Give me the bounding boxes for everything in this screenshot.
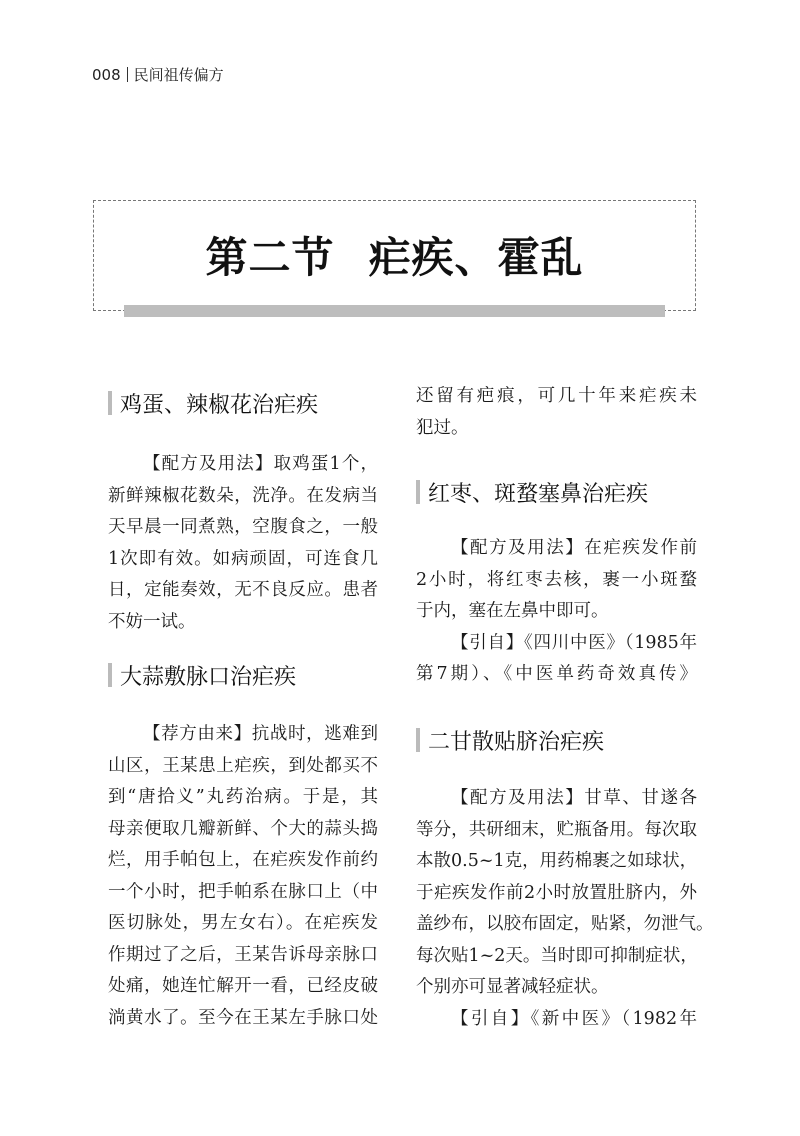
section-name: 疟疾、霍乱: [368, 233, 584, 282]
book-title: 民间祖传偏方: [133, 66, 224, 84]
recipe-heading: [416, 477, 697, 507]
recipe-paragraph: [416, 783, 714, 1035]
text-line: 新鲜辣椒花数朵，洗净。在发病当: [108, 485, 378, 506]
heading-marker: [416, 480, 420, 504]
label-tag: 【配方及用法】: [451, 788, 585, 808]
text-line: 个别亦可显著减轻症状。: [416, 977, 609, 997]
running-header: [92, 64, 224, 85]
heading-text: 二甘散贴脐治疟疾: [428, 729, 605, 755]
text-line: 在疟疾发作前: [584, 538, 698, 558]
header-divider: [127, 67, 128, 82]
heading-marker: [416, 728, 420, 752]
text-line: 第7期）、《中医单药奇效真传》: [416, 664, 697, 684]
text-line: 处痛，她连忙解开一看，已经皮破: [108, 976, 378, 996]
text-line: 甘草、甘遂各: [584, 788, 698, 808]
recipe-paragraph: [416, 533, 697, 691]
heading-text: 鸡蛋、辣椒花治疟疾: [120, 392, 319, 418]
text-line: 一个小时，把手帕系在脉口上（中: [108, 881, 378, 902]
continued-paragraph: [416, 381, 697, 444]
heading-text: 大蒜敷脉口治疟疾: [120, 664, 297, 690]
text-line: 到“唐拾义”丸药治病。于是，其: [108, 787, 378, 807]
text-line: 等分，共研细末，贮瓶备用。每次取: [416, 819, 697, 840]
section-title-underline: [124, 305, 665, 317]
text-line: 于疟疾发作前2小时放置肚脐内，外: [416, 882, 697, 903]
text-line: 每次贴1~2天。当时即可抑制症状，: [416, 945, 698, 966]
text-line: 取鸡蛋1个，: [273, 454, 379, 474]
label-tag: 【配方及用法】: [451, 538, 585, 558]
label-tag: 【荐方由来】: [143, 724, 252, 744]
text-line: 2小时，将红枣去核，裹一小斑蝥: [416, 569, 697, 590]
text-line: 抗战时，逃难到: [251, 724, 378, 744]
recipe-heading: [108, 388, 378, 418]
text-line: 不妨一试。: [108, 611, 196, 632]
citation-tag: 【引自】: [451, 632, 524, 653]
text-line: 于内，塞在左鼻中即可。: [416, 601, 609, 621]
text-line: 母亲便取几瓣新鲜、个大的蒜头捣: [108, 818, 378, 839]
recipe-paragraph: [108, 719, 378, 1034]
text-line: 《新中医》（1982年: [530, 1008, 697, 1029]
text-line: 天早晨一同煮熟，空腹食之，一般: [108, 517, 378, 537]
heading-marker: [108, 663, 112, 687]
heading-marker: [108, 391, 112, 415]
recipe-heading: [416, 725, 697, 755]
label-tag: 【配方及用法】: [143, 454, 274, 474]
text-line: 盖纱布，以胶布固定，贴紧，勿泄气。: [416, 914, 714, 934]
text-line: 医切脉处，男左女右）。在疟疾发: [108, 913, 378, 933]
section-title: [93, 225, 696, 285]
text-line: 还留有疤痕，可几十年来疟疾未: [416, 386, 697, 406]
text-line: 日，定能奏效，无不良反应。患者: [108, 580, 378, 600]
heading-text: 红枣、斑蝥塞鼻治疟疾: [428, 481, 649, 507]
citation-tag: 【引自】: [451, 1008, 531, 1029]
text-line: 烂，用手帕包上，在疟疾发作前约: [108, 850, 378, 870]
text-line: 山区，王某患上疟疾，到处都买不: [108, 755, 378, 776]
page-number: 008: [92, 65, 121, 84]
text-line: 1次即有效。如病顽固，可连食几: [108, 548, 378, 569]
text-line: 淌黄水了。至今在王某左手脉口处: [108, 1007, 378, 1028]
text-line: 本散0.5~1克，用药棉裹之如球状，: [416, 851, 698, 871]
recipe-heading: [108, 660, 378, 690]
text-line: 犯过。: [416, 417, 469, 438]
section-number: 第二节: [205, 233, 335, 282]
text-line: 《四川中医》（1985年: [523, 632, 697, 653]
recipe-paragraph: [108, 449, 378, 638]
text-line: 作期过了之后，王某告诉母亲脉口: [108, 944, 378, 965]
